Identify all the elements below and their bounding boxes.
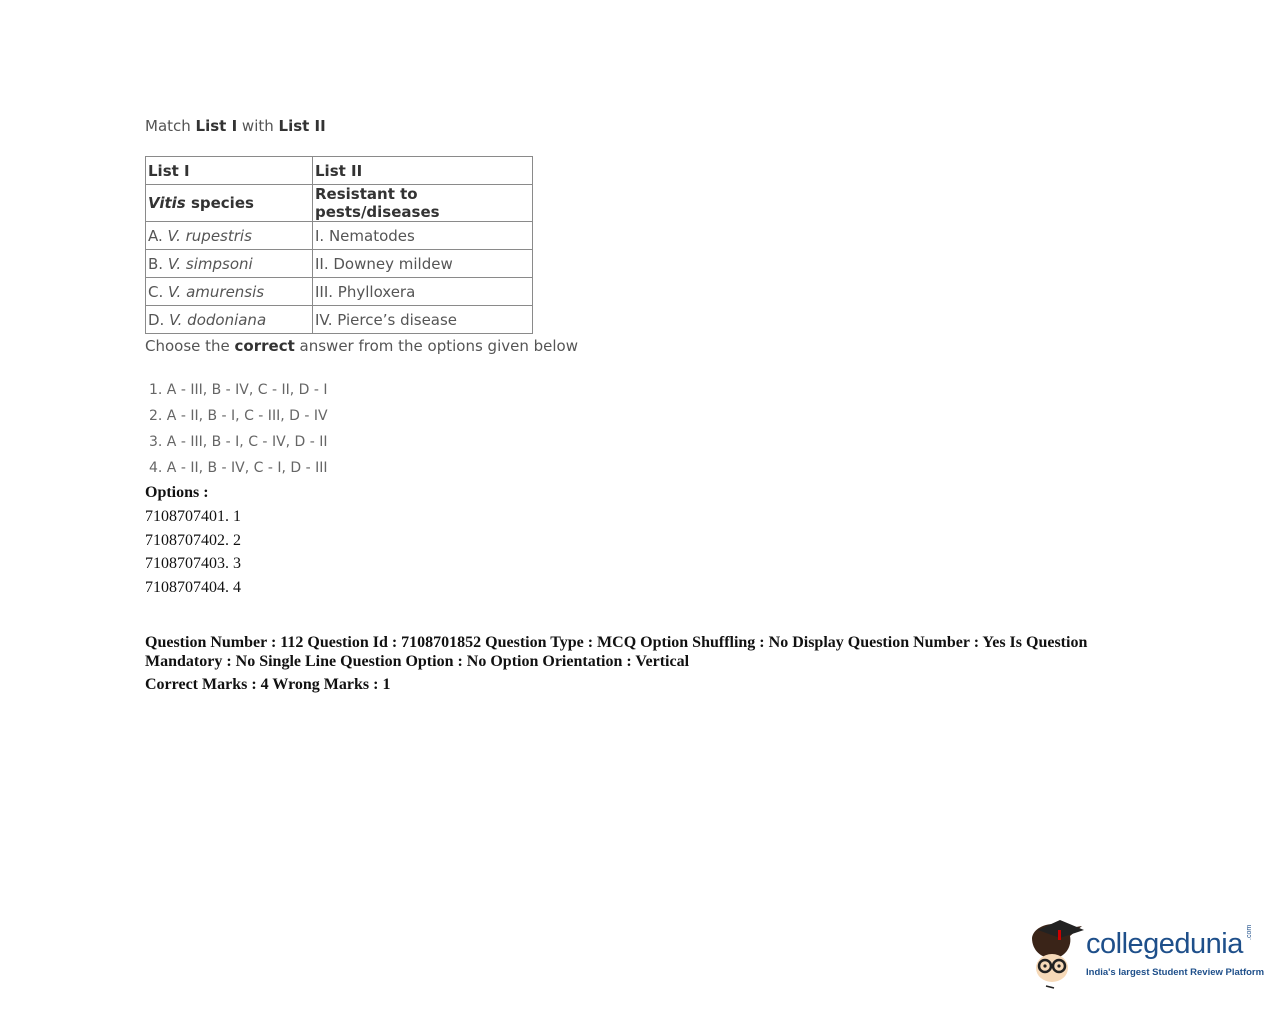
intro-list2: List II <box>278 117 326 135</box>
option-id: 7108707401. 1 <box>145 508 241 525</box>
resistance-cell: I. Nematodes <box>313 222 533 250</box>
header-list2: List II <box>313 157 533 185</box>
subheader-species <box>146 185 313 222</box>
question-marks: Correct Marks : 4 Wrong Marks : 1 <box>145 676 391 693</box>
choose-instruction <box>145 337 578 355</box>
species-name: V. rupestris <box>167 226 252 245</box>
species-cell <box>146 306 313 334</box>
match-table <box>145 156 533 334</box>
header-list1: List I <box>146 157 313 185</box>
answer-list <box>149 380 328 484</box>
option-id: 7108707402. 2 <box>145 531 241 549</box>
table-row <box>146 306 533 334</box>
table-header-row <box>146 157 533 185</box>
options-label: Options : <box>145 484 209 501</box>
answer-item: 3. A - III, B - I, C - IV, D - II <box>149 434 328 450</box>
table-row <box>146 222 533 250</box>
row-letter: C. <box>148 282 169 301</box>
table-row <box>146 278 533 306</box>
species-cell <box>146 250 313 278</box>
logo-wordmark: collegedunia <box>1086 928 1243 960</box>
logo-com: .com <box>1246 924 1253 940</box>
choose-post: answer from the options given below <box>294 337 578 355</box>
answer-item: 2. A - II, B - I, C - III, D - IV <box>149 408 328 424</box>
mascot-icon <box>1024 916 1084 990</box>
species-name: V. dodoniana <box>169 310 267 329</box>
row-letter: D. <box>148 310 170 329</box>
question-metadata: Question Number : 112 Question Id : 7108701852 Question Type : MCQ Option Shuffling : No Display Question Number : Yes Is Question Mandatory : No Single Line Question Option : No Option Orientation : Vertical <box>145 634 1088 670</box>
resistance-cell: III. Phylloxera <box>313 278 533 306</box>
answer-item: 1. A - III, B - IV, C - II, D - I <box>149 382 328 398</box>
species-name: V. simpsoni <box>167 254 253 273</box>
question-intro <box>145 117 326 135</box>
resistance-cell: IV. Pierce’s disease <box>313 306 533 334</box>
option-id: 7108707404. 4 <box>145 578 241 596</box>
option-id-list <box>145 508 241 602</box>
answer-item: 4. A - II, B - IV, C - I, D - III <box>149 460 328 476</box>
intro-text: Match <box>145 117 196 135</box>
collegedunia-logo <box>1024 916 1264 996</box>
table-subheader-row <box>146 185 533 222</box>
row-letter: B. <box>148 254 168 273</box>
logo-tagline: India's largest Student Review Platform <box>1086 967 1265 978</box>
subheader-resistance: Resistant to pests/diseases <box>313 185 533 222</box>
species-name: V. amurensis <box>168 282 265 301</box>
table-row <box>146 250 533 278</box>
row-letter: A. <box>148 226 168 245</box>
species-cell <box>146 278 313 306</box>
intro-with: with <box>237 117 279 135</box>
option-id: 7108707403. 3 <box>145 555 241 572</box>
subheader-vitis: Vitis <box>148 194 186 212</box>
resistance-cell: II. Downey mildew <box>313 250 533 278</box>
species-cell <box>146 222 313 250</box>
intro-list1: List I <box>195 117 238 135</box>
subheader-species-text: species <box>185 194 254 212</box>
choose-bold: correct <box>234 337 295 355</box>
choose-pre: Choose the <box>145 337 235 355</box>
